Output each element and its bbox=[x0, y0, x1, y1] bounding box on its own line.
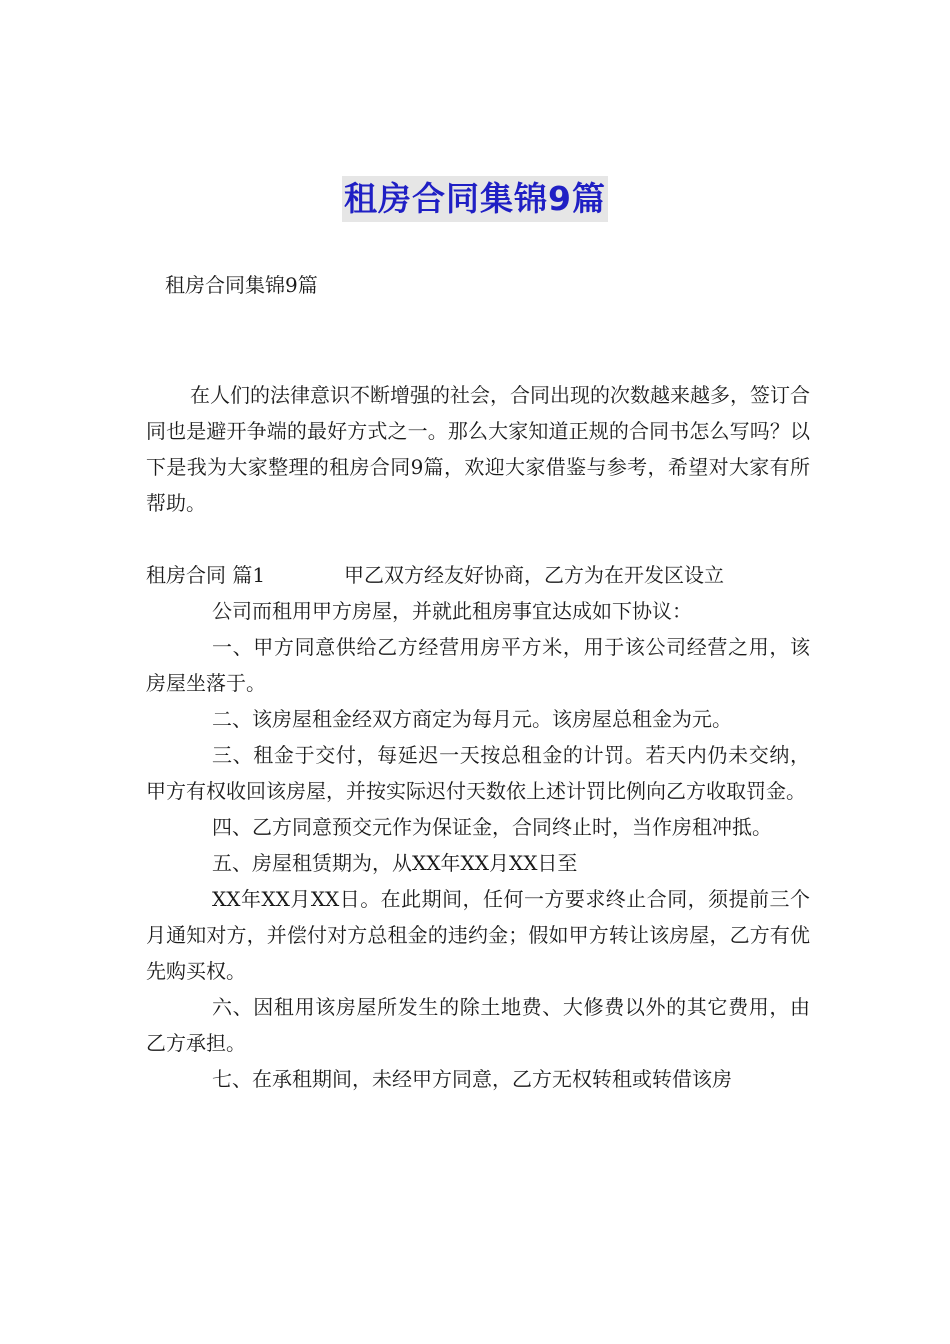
intro-paragraph: 在人们的法律意识不断增强的社会，合同出现的次数越来越多，签订合同也是避开争端的最好方式之一。那么大家知道正规的合同书怎么写吗？以下是我为大家整理的租房合同9篇，欢迎大家借鉴与参考，希望对大家有所帮助。 bbox=[146, 383, 810, 515]
section-first-line: 甲乙双方经友好协商，乙方为在开发区设立 bbox=[344, 563, 724, 587]
clause-4: 四、乙方同意预交元作为保证金，合同终止时，当作房租冲抵。 bbox=[212, 815, 772, 839]
paragraph-gap bbox=[146, 521, 810, 557]
document-title: 租房合同集锦9篇 bbox=[342, 176, 608, 222]
clause-7: 七、在承租期间，未经甲方同意，乙方无权转租或转借该房 bbox=[212, 1067, 732, 1091]
document-body bbox=[146, 377, 810, 1097]
clause-3: 三、租金于交付，每延迟一天按总租金的计罚。若天内仍未交纳，甲方有权收回该房屋，并按实际迟付天数依上述计罚比例向乙方收取罚金。 bbox=[146, 743, 810, 803]
clause-6: 六、因租用该房屋所发生的除土地费、大修费以外的其它费用，由乙方承担。 bbox=[146, 995, 810, 1055]
paragraph: 公司而租用甲方房屋，并就此租房事宜达成如下协议： bbox=[212, 599, 692, 623]
clause-5: 五、房屋租赁期为，从XX年XX月XX日至 bbox=[212, 851, 578, 875]
section-label: 租房合同 篇1 bbox=[146, 563, 266, 587]
title-container bbox=[0, 176, 950, 222]
clause-1: 一、甲方同意供给乙方经营用房平方米，用于该公司经营之用，该房屋坐落于。 bbox=[146, 635, 810, 695]
clause-5-continued: XX年XX月XX日。在此期间，任何一方要求终止合同，须提前三个月通知对方，并偿付对方总租金的违约金；假如甲方转让该房屋，乙方有优先购买权。 bbox=[146, 887, 810, 983]
section-heading-line bbox=[146, 557, 810, 593]
document-subtitle: 租房合同集锦9篇 bbox=[165, 273, 318, 297]
clause-2: 二、该房屋租金经双方商定为每月元。该房屋总租金为元。 bbox=[212, 707, 732, 731]
